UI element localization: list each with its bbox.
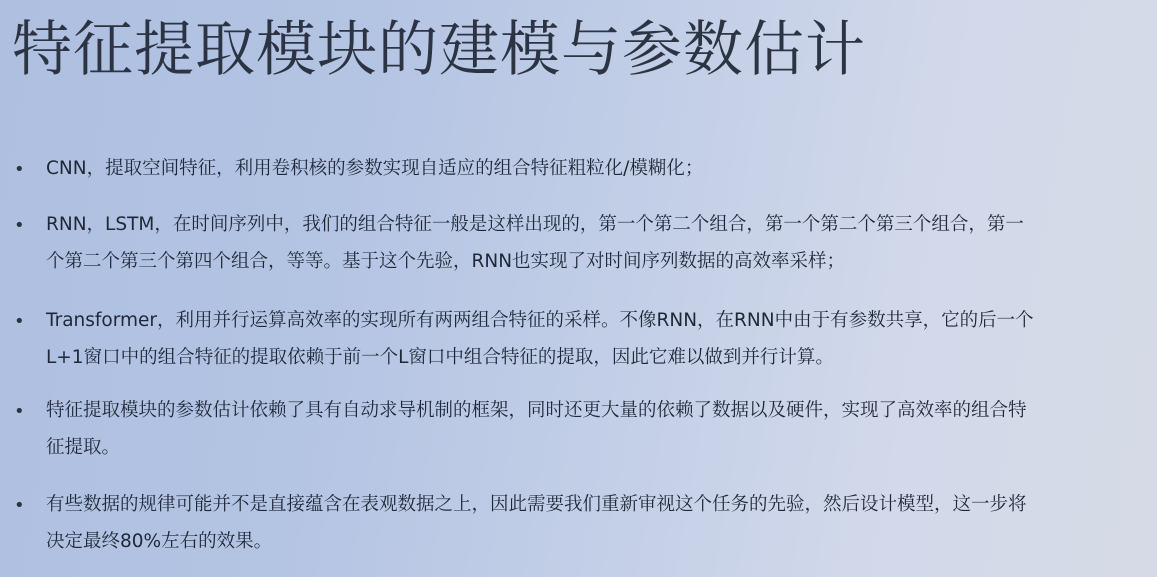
bullet-line: Transformer，利用并行运算高效率的实现所有两两组合特征的采样。不像RNN，在RNN中由于有参数共享，它的后一个 bbox=[46, 310, 1034, 331]
bullet-line: 决定最终80%左右的效果。 bbox=[46, 531, 273, 552]
bullet-line: 特征提取模块的参数估计依赖了具有自动求导机制的框架，同时还更大量的依赖了数据以及硬件，实现了高效率的组合特 bbox=[46, 400, 1027, 421]
bullet-dot-icon: • bbox=[14, 215, 25, 236]
bullet-line: 有些数据的规律可能并不是直接蕴含在表观数据之上，因此需要我们重新审视这个任务的先验，然后设计模型，这一步将 bbox=[46, 494, 1027, 515]
bullet-line: 个第二个第三个第四个组合，等等。基于这个先验，RNN也实现了对时间序列数据的高效率采样； bbox=[46, 251, 846, 272]
slide-title: 特征提取模块的建模与参数估计 bbox=[12, 15, 866, 85]
bullet-text bbox=[46, 302, 1151, 376]
bullet-text bbox=[46, 150, 1151, 187]
bullet-dot-icon: • bbox=[14, 495, 25, 516]
bullet-dot-icon: • bbox=[14, 159, 25, 180]
bullet-line: RNN，LSTM，在时间序列中，我们的组合特征一般是这样出现的，第一个第二个组合，第一个第二个第三个组合，第一 bbox=[46, 214, 1024, 235]
bullet-dot-icon: • bbox=[14, 311, 25, 332]
bullet-text bbox=[46, 486, 1151, 560]
bullet-dot-icon: • bbox=[14, 401, 25, 422]
bullet-line: L+1窗口中的组合特征的提取依赖于前一个L窗口中组合特征的提取，因此它难以做到并行计算。 bbox=[46, 347, 834, 368]
bullet-line: CNN，提取空间特征，利用卷积核的参数实现自适应的组合特征粗粒化/模糊化； bbox=[46, 158, 704, 179]
bullet-line: 征提取。 bbox=[46, 437, 121, 458]
bullet-text bbox=[46, 392, 1151, 466]
bullet-text bbox=[46, 206, 1151, 280]
